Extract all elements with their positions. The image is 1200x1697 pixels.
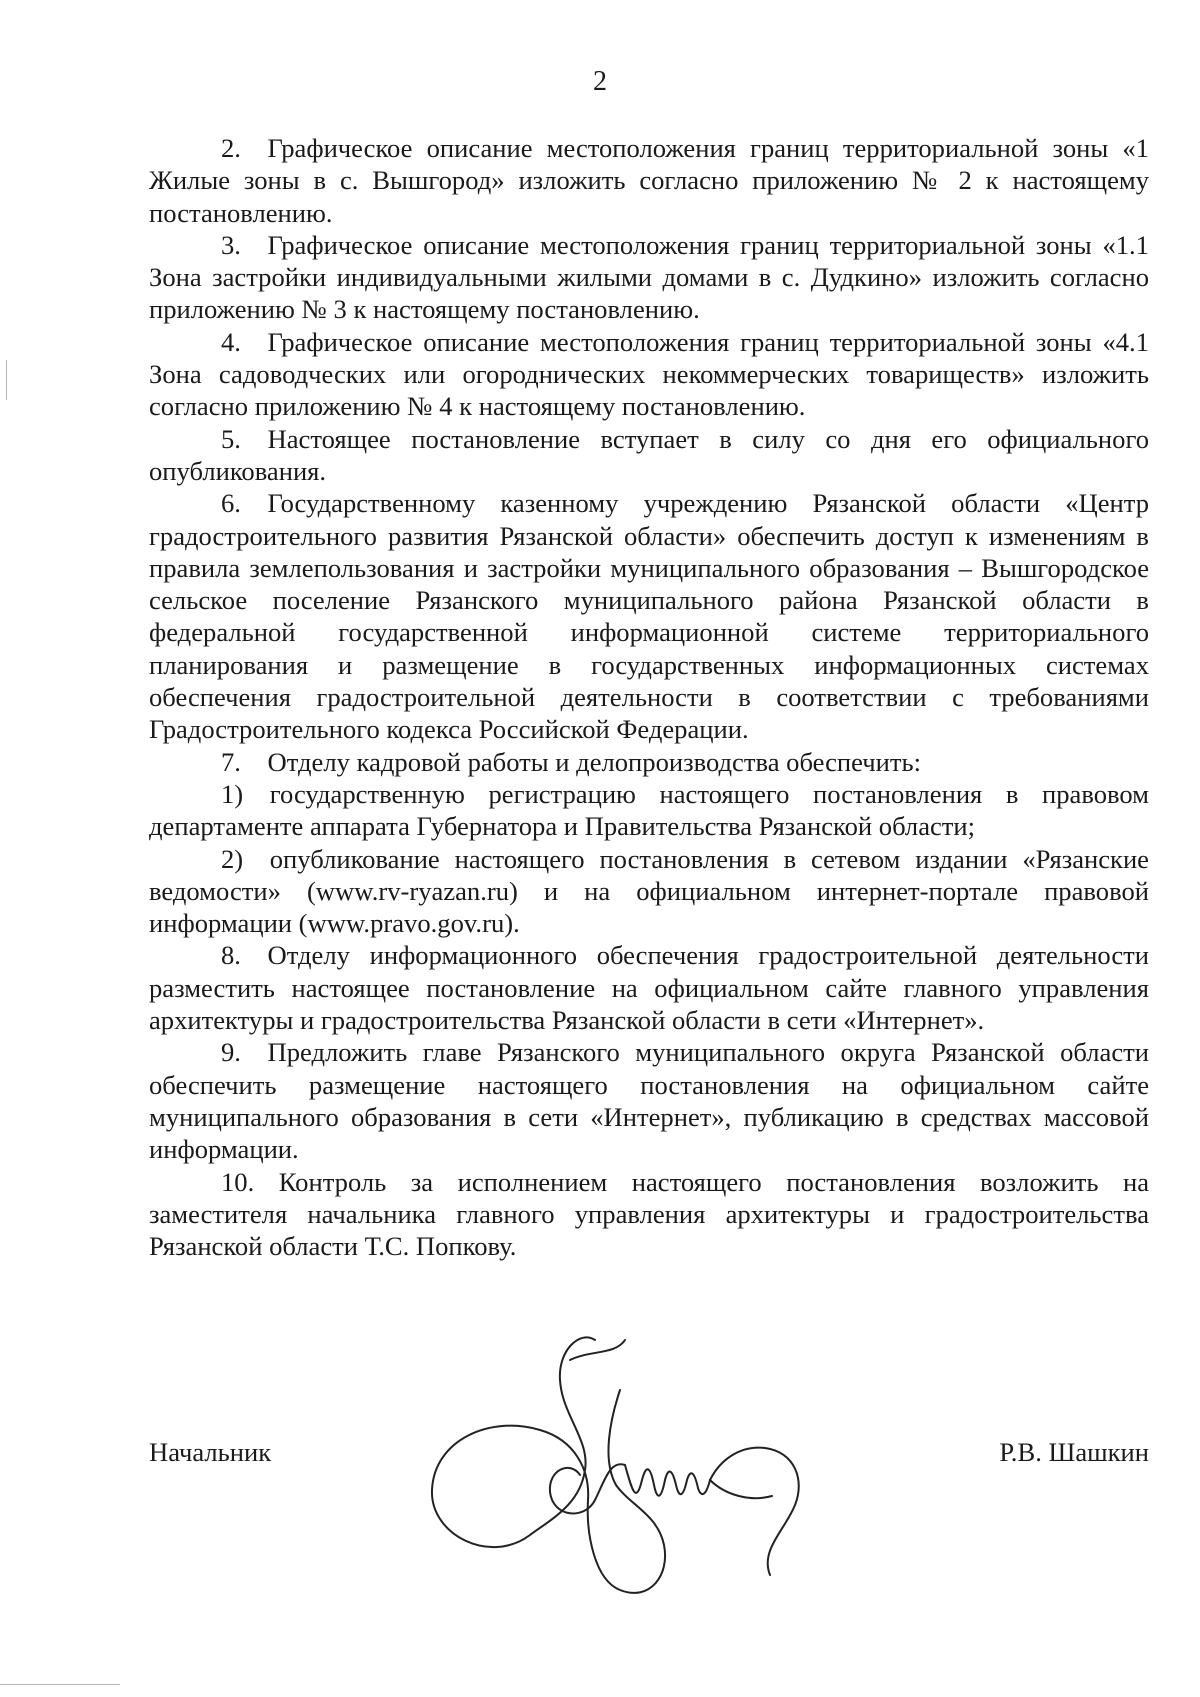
signer-name: Р.В. Шашкин: [999, 1437, 1149, 1467]
paragraph-3: 3. Графическое описание местоположения границ территориальной зоны «1.1 Зона застройки индивидуальными жилыми домами в с. Дудкино» изложить согласно приложению № 3 к настоящему постановлению.: [149, 229, 1149, 325]
paragraph-10: 10. Контроль за исполнением настоящего постановления возложить на заместителя начальника главного управления архитектуры и градостроительства Рязанской области Т.С. Попкову.: [149, 1166, 1149, 1262]
signer-title: Начальник: [149, 1437, 272, 1467]
document-body: [149, 132, 1149, 1262]
paragraph-2: 2. Графическое описание местоположения границ территориальной зоны «1 Жилые зоны в с. Вышгород» изложить согласно приложению № 2 к настоящему постановлению.: [149, 133, 1149, 228]
paragraph-6: 6. Государственному казенному учреждению Рязанской области «Центр градостроительного развития Рязанской области» обеспечить доступ к изменениям в правила землепользования и застройки муниципального образования – Вышгородское сельское поселение Рязанского муниципального района Рязанской области в федеральной государственной информационной системе территориального планирования и размещение в государственных информационных системах обеспечения градостроительной деятельности в соответствии с требованиями Градостроительного кодекса Российской Федерации.: [149, 488, 1149, 745]
paragraph-5: 5. Настоящее постановление вступает в силу со дня его официального опубликования.: [149, 423, 1149, 486]
handwritten-signature: [420, 1320, 820, 1610]
paragraph-4: 4. Графическое описание местоположения границ территориальной зоны «4.1 Зона садоводческих или огороднических некоммерческих товариществ» изложить согласно приложению № 4 к настоящему постановлению.: [149, 326, 1149, 422]
scan-artifact: [0, 1684, 120, 1685]
scan-artifact: [6, 360, 7, 400]
paragraph-7-item-1: 1) государственную регистрацию настоящего постановления в правовом департаменте аппарата Губернатора и Правительства Рязанской области;: [149, 778, 1149, 842]
page-number: 2: [593, 66, 607, 97]
paragraph-7: 7. Отделу кадровой работы и делопроизводства обеспечить:: [221, 746, 922, 777]
paragraph-7-item-2: 2) опубликование настоящего постановления в сетевом издании «Рязанские ведомости» (www.rv-ryazan.ru) и на официальном интернет-портале правовой информации (www.pravo.gov.ru).: [149, 843, 1149, 939]
paragraph-8: 8. Отделу информационного обеспечения градостроительной деятельности разместить настоящее постановление на официальном сайте главного управления архитектуры и градостроительства Рязанской области в сети «Интернет».: [149, 940, 1149, 1036]
paragraph-9: 9. Предложить главе Рязанского муниципального округа Рязанской области обеспечить размещение настоящего постановления на официальном сайте муниципального образования в сети «Интернет», публикацию в средствах массовой информации.: [149, 1037, 1149, 1165]
